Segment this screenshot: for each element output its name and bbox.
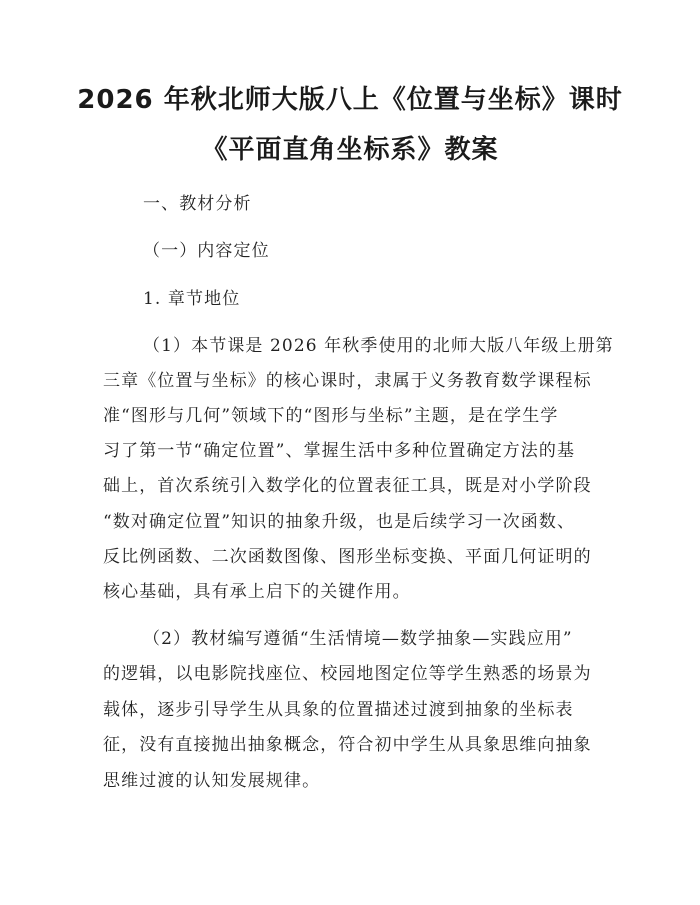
paragraph-line: “数对确定位置”知识的抽象升级，也是后续学习一次函数、 — [103, 512, 576, 532]
paragraph-line: 习了第一节“确定位置”、掌握生活中多种位置确定方法的基 — [103, 441, 576, 461]
paragraph-line: 载体，逐步引导学生从具象的位置描述过渡到抽象的坐标表 — [103, 700, 574, 720]
paragraph-line: （2）教材编写遵循“生活情境—数学抽象—实践应用” — [143, 629, 573, 649]
section-heading: 一、教材分析 — [143, 194, 252, 214]
paragraph-line: 思维过渡的认知发展规律。 — [103, 771, 321, 791]
paragraph-line: 的逻辑，以电影院找座位、校园地图定位等学生熟悉的场景为 — [103, 664, 592, 684]
document-title-line-2: 《平面直角坐标系》教案 — [201, 135, 499, 165]
document-title-line-1: 2026 年秋北师大版八上《位置与坐标》课时 — [77, 85, 623, 115]
paragraph-line: 础上，首次系统引入数学化的位置表征工具，既是对小学阶段 — [103, 476, 592, 496]
paragraph-line: 核心基础，具有承上启下的关键作用。 — [103, 582, 411, 602]
paragraph-line: （1）本节课是 2026 年秋季使用的北师大版八年级上册第 — [143, 336, 614, 356]
subsection-heading: （一）内容定位 — [143, 241, 270, 261]
paragraph-line: 反比例函数、二次函数图像、图形坐标变换、平面几何证明的 — [103, 547, 592, 567]
item-heading: 1. 章节地位 — [143, 289, 241, 309]
paragraph-line: 三章《位置与坐标》的核心课时，隶属于义务教育数学课程标 — [103, 371, 592, 391]
paragraph-line: 征，没有直接抛出抽象概念，符合初中学生从具象思维向抽象 — [103, 735, 592, 755]
paragraph-line: 准“图形与几何”领域下的“图形与坐标”主题，是在学生学 — [103, 406, 559, 426]
